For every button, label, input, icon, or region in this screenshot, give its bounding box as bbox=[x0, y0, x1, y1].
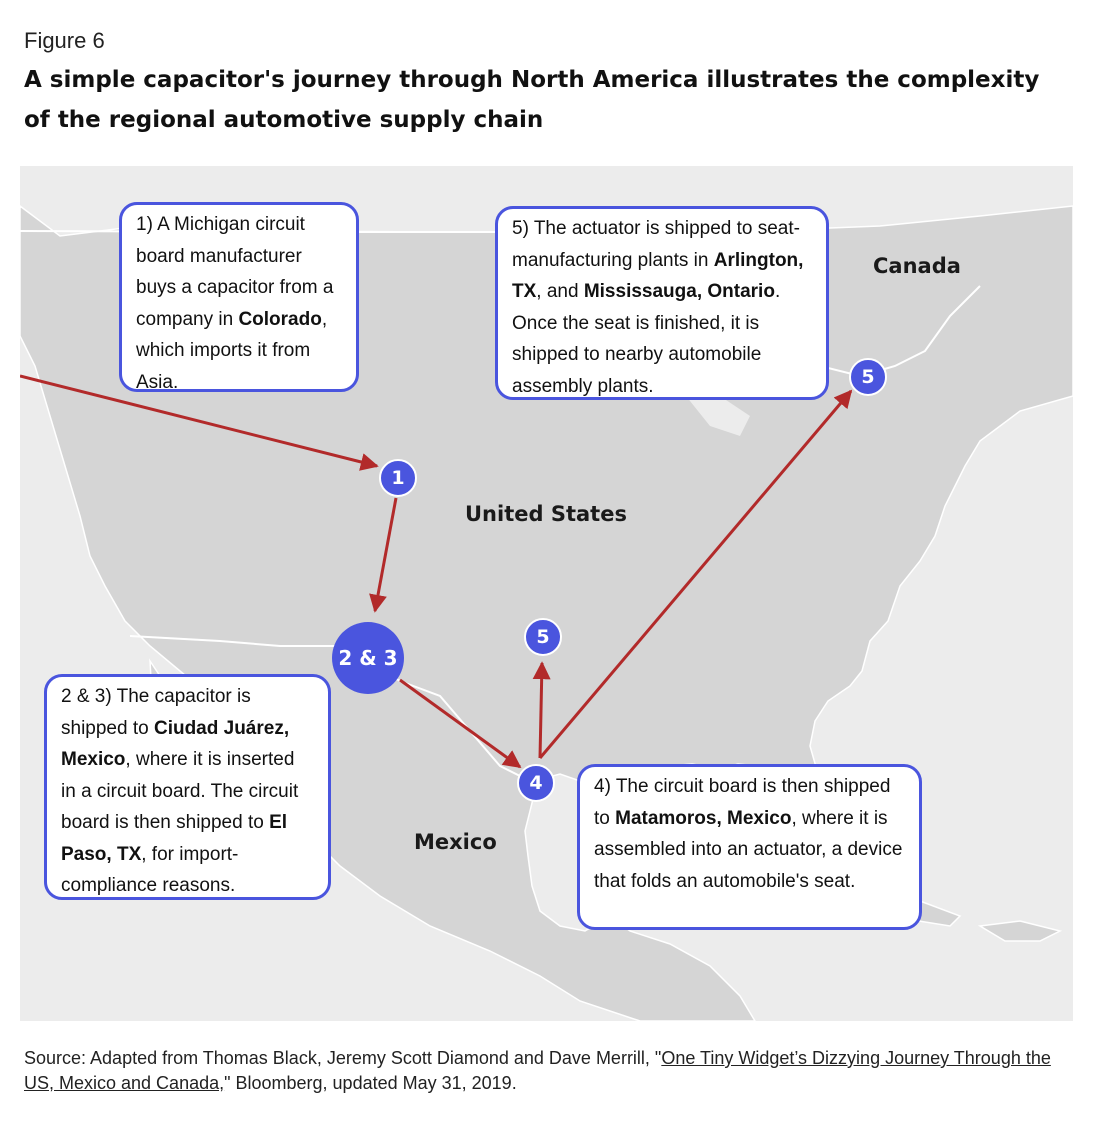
callout-step-5 bbox=[495, 206, 829, 400]
callout-23-bold-el-paso: El Paso, TX bbox=[61, 812, 288, 865]
source-note bbox=[24, 1046, 1084, 1096]
figure-title: A simple capacitor's journey through North America illustrates the complexity of the regional automotive supply chain bbox=[24, 67, 1040, 133]
hispaniola bbox=[980, 921, 1060, 941]
marker-5-texas: 5 bbox=[524, 618, 562, 656]
label-canada: Canada bbox=[873, 254, 961, 278]
callout-5-text-end: . Once the seat is finished, it is shipped to nearby automobile assembly plants. bbox=[512, 281, 781, 397]
label-mexico: Mexico bbox=[414, 830, 497, 854]
callout-23-text-mid: , where it is inserted in a circuit board. The circuit board is then shipped to bbox=[61, 749, 299, 833]
callout-1-bold-colorado: Colorado bbox=[238, 308, 322, 330]
callout-4-text-end: , where it is assembled into an actuator, a device that folds an automobile's seat. bbox=[594, 807, 903, 892]
callout-step-4 bbox=[577, 764, 922, 930]
callout-23-text-end: , for import-compliance reasons. bbox=[61, 843, 239, 896]
callout-23-text: 2 & 3) The capacitor is shipped to bbox=[61, 686, 251, 739]
marker-5-ontario: 5 bbox=[849, 358, 887, 396]
marker-4: 4 bbox=[517, 764, 555, 802]
source-prefix: Source: Adapted from Thomas Black, Jeremy Scott Diamond and Dave Merrill, " bbox=[24, 1048, 662, 1068]
callout-1-text: 1) A Michigan circuit board manufacturer buys a capacitor from a company in bbox=[136, 214, 334, 330]
source-link[interactable]: One Tiny Widget’s Dizzying Journey Through the US, Mexico and Canada, bbox=[24, 1048, 1051, 1093]
callout-23-bold-ciudad-juarez: Ciudad Juárez, Mexico bbox=[61, 717, 290, 770]
callout-4-bold-matamoros: Matamoros, Mexico bbox=[615, 807, 792, 829]
callout-5-bold-arlington: Arlington, TX bbox=[512, 249, 804, 302]
marker-1: 1 bbox=[379, 459, 417, 497]
callout-1-text-end: , which imports it from Asia. bbox=[136, 308, 328, 393]
marker-2-and-3: 2 & 3 bbox=[332, 622, 404, 694]
arrow-4-to-5-texas bbox=[540, 663, 542, 758]
figure-label: Figure 6 bbox=[24, 28, 105, 53]
callout-step-1 bbox=[119, 202, 359, 392]
callout-5-bold-mississauga: Mississauga, Ontario bbox=[583, 281, 775, 302]
callout-step-2-3 bbox=[44, 674, 331, 900]
callout-4-text: 4) The circuit board is then shipped to bbox=[594, 776, 891, 829]
map bbox=[20, 166, 1073, 1021]
callout-5-text: 5) The actuator is shipped to seat-manufacturing plants in bbox=[512, 218, 800, 271]
callout-5-text-and: , and bbox=[536, 281, 584, 302]
label-united-states: United States bbox=[465, 502, 627, 526]
source-suffix: " Bloomberg, updated May 31, 2019. bbox=[224, 1073, 517, 1093]
